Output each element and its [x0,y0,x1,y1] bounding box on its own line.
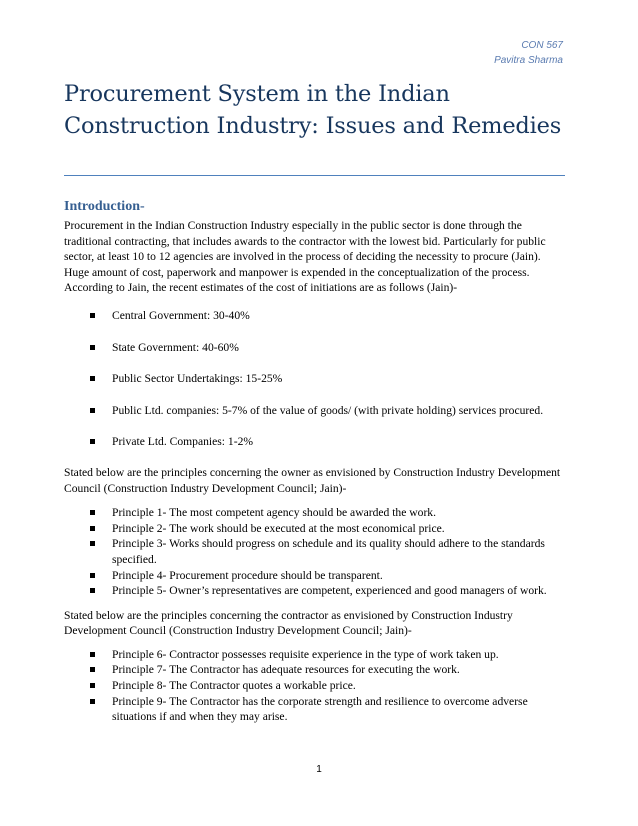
introduction-heading: Introduction- [64,199,145,214]
list-item [64,694,566,725]
list-item-text: State Government: 40-60% [112,340,239,354]
list-item [64,434,566,450]
list-item-text: Private Ltd. Companies: 1-2% [112,435,254,449]
list-item [64,678,566,694]
list-item-text: Principle 8- The Contractor quotes a workable price. [112,679,356,693]
list-item-text: Principle 6- Contractor possesses requisite experience in the type of work taken up. [112,647,499,661]
bullet-icon [90,526,95,531]
owner-principles-list [64,505,566,599]
document-body [64,198,566,725]
list-item-text: Public Ltd. companies: 5-7% of the value of goods/ (with private holding) services procured. [112,403,544,417]
bullet-icon [90,683,95,688]
list-item [64,308,566,324]
list-item [64,403,566,419]
list-item [64,505,566,521]
contractor-principles-list [64,647,566,725]
bullet-icon [90,313,95,318]
list-item [64,340,566,356]
list-item-text: Principle 1- The most competent agency should be awarded the work. [112,506,436,520]
list-item [64,583,566,599]
cost-estimates-list [64,308,566,450]
list-item [64,521,566,537]
bullet-icon [90,573,95,578]
list-item [64,371,566,387]
bullet-icon [90,588,95,593]
list-item-text: Central Government: 30-40% [112,308,250,322]
list-item-text: Principle 4- Procurement procedure should be transparent. [112,568,383,582]
running-header [494,38,563,68]
bullet-icon [90,510,95,515]
bullet-icon [90,408,95,413]
bullet-icon [90,699,95,704]
list-item-text: Principle 5- Owner’s representatives are competent, experienced and good managers of work. [112,584,547,598]
list-item-text: Public Sector Undertakings: 15-25% [112,372,283,386]
list-item-text: Principle 2- The work should be executed at the most economical price. [112,521,445,535]
bullet-icon [90,652,95,657]
author-name: Pavitra Sharma [494,55,563,66]
list-item-text: Principle 9- The Contractor has the corporate strength and resilience to overcome adverse situations if and when they may arise. [112,694,528,724]
list-item [64,568,566,584]
bullet-icon [90,439,95,444]
list-item-text: Principle 3- Works should progress on schedule and its quality should adhere to the standards specified. [112,537,545,566]
contractor-principles-intro: Stated below are the principles concerning the contractor as envisioned by Construction Industry Development Council (Construction Industry Development Council; Jain)- [64,608,513,638]
page-number: 1 [316,764,322,775]
course-code: CON 567 [521,40,563,51]
introduction-paragraph: Procurement in the Indian Construction Industry especially in the public sector is done through the traditional contracting, that includes awards to the contractor with the lowest bid. Particularly for public sector, at least 10 to 12 agencies are involved in the process of deciding the necessity to procure (Jain). Huge amount of cost, paperwork and manpower is expended in the conceptualization of the process. According to Jain, the recent estimates of the cost of initiations are as follows (Jain)- [64,219,546,295]
document-title: Procurement System in the Indian Construction Industry: Issues and Remedies [64,81,562,139]
owner-principles-intro: Stated below are the principles concerning the owner as envisioned by Construction Industry Development Council (Construction Industry Development Council; Jain)- [64,465,561,495]
list-item-text: Principle 7- The Contractor has adequate resources for executing the work. [112,663,460,677]
list-item [64,662,566,678]
bullet-icon [90,376,95,381]
list-item [64,647,566,663]
title-divider [64,175,565,176]
bullet-icon [90,541,95,546]
list-item [64,536,566,567]
bullet-icon [90,345,95,350]
bullet-icon [90,667,95,672]
